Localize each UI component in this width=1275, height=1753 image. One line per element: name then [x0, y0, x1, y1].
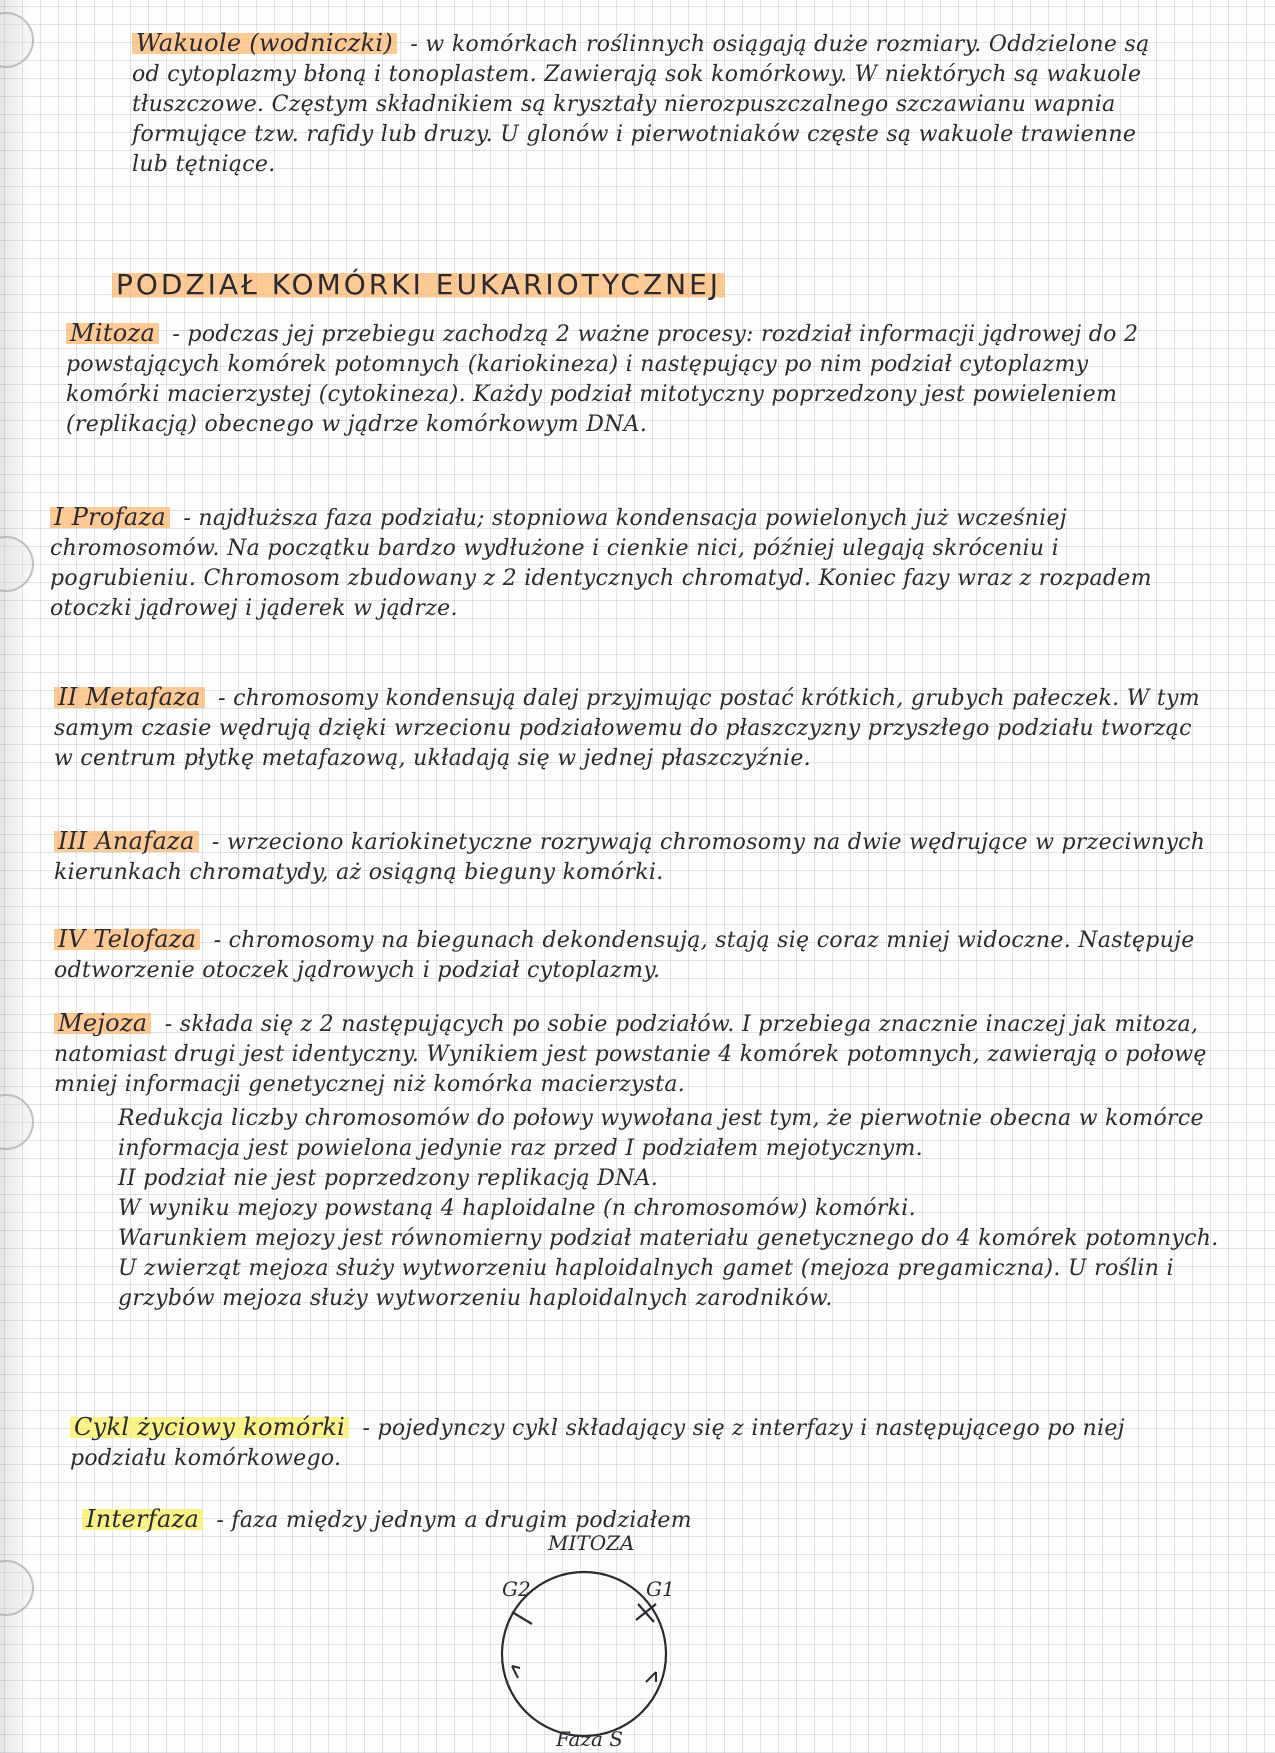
cell-cycle-diagram — [460, 1500, 720, 1753]
term-mejoza: Mejoza — [54, 1009, 151, 1037]
text-metafaza: - chromosomy kondensują dalej przyjmując postać krótkich, grubych pałeczek. W tym samym czasie wędrują dzięki wrzecionu podziałowemu do płaszczyzny przyszłego podziału tworząc w centrum płytkę metafazową, układają się w jednej płaszczyźnie. — [54, 686, 1200, 771]
punch-hole — [0, 536, 34, 592]
cycle-arrow — [512, 1666, 520, 1678]
section-cykl — [70, 1412, 1220, 1474]
page-heading — [112, 268, 725, 301]
section-telofaza — [54, 924, 1234, 986]
mejoza-note: II podział nie jest poprzedzony replikacją DNA. — [118, 1166, 659, 1191]
term-cykl: Cykl życiowy komórki — [70, 1413, 349, 1441]
section-metafaza — [54, 682, 1214, 774]
page-edge-shadow — [0, 0, 28, 1753]
text-profaza: - najdłuższa faza podziału; stopniowa kondensacja powielonych już wcześniej chromosomów. Na początku bardzo wydłużone i cienkie nici, później ulegają skróceniu i pogrubieniu. Chromosom zbudowany z 2 identycznych chromatyd. Koniec fazy wraz z rozpadem otoczki jądrowej i jąderek w jądrze. — [50, 506, 1152, 621]
term-telofaza: IV Telofaza — [54, 925, 200, 953]
text-wakuole: - w komórkach roślinnych osiągają duże rozmiary. Oddzielone są od cytoplazmy błoną i tonoplastem. Zawierają sok komórkowy. W niektórych są wakuole tłuszczowe. Częstym składnikiem są kryształy nierozpuszczalnego szczawianu wapnia formujące tzw. rafidy lub druzy. U glonów i pierwotniaków częste są wakuole trawienne lub tętniące. — [132, 32, 1150, 177]
section-wakuole — [132, 28, 1152, 180]
label-g2: G2 — [502, 1577, 531, 1601]
text-anafaza: - wrzeciono kariokinetyczne rozrywają chromosomy na dwie wędrujące w przeciwnych kierunkach chromatydy, aż osiągną bieguny komórki. — [54, 830, 1206, 885]
text-telofaza: - chromosomy na biegunach dekondensują, stają się coraz mniej widoczne. Następuje odtworzenie otoczek jądrowych i podział cytoplazmy. — [54, 928, 1195, 983]
section-profaza — [50, 502, 1210, 624]
term-anafaza: III Anafaza — [54, 827, 199, 855]
mejoza-note: Redukcja liczby chromosomów do połowy wywołana jest tym, że pierwotnie obecna w komórce informacja jest powielona jedynie raz przed I podziałem mejotycznym. — [118, 1106, 1204, 1161]
heading-text: PODZIAŁ KOMÓRKI EUKARIOTYCZNEJ — [112, 268, 725, 301]
term-profaza: I Profaza — [50, 503, 170, 531]
text-cykl: - pojedynczy cykl składający się z interfazy i następującego po niej podziału komórkowego. — [70, 1416, 1125, 1471]
section-mitoza — [66, 318, 1176, 440]
term-mitoza: Mitoza — [66, 319, 159, 347]
text-mitoza: - podczas jej przebiegu zachodzą 2 ważne procesy: rozdział informacji jądrowej do 2 powstających komórek potomnych (kariokineza) i następujący po nim podział cytoplazmy komórki macierzystej (cytokineza). Każdy podział mitotyczny poprzedzony jest powieleniem (replikacją) obecnego w jądrze komórkowym DNA. — [66, 322, 1139, 437]
term-wakuole: Wakuole (wodniczki) — [132, 29, 397, 57]
mejoza-note: U zwierząt mejoza służy wytworzeniu haploidalnych gamet (mejoza pregamiczna). U roślin i grzybów mejoza służy wytworzeniu haploidalnych zarodników. — [118, 1256, 1174, 1311]
text-mejoza: - składa się z 2 następujących po sobie podziałów. I przebiega znacznie inaczej jak mitoza, natomiast drugi jest identyczny. Wynikiem jest powstanie 4 komórek potomnych, zawierają o połowę mniej informacji genetycznej niż komórka macierzysta. — [54, 1012, 1207, 1097]
label-mitoza: MITOZA — [548, 1531, 635, 1555]
text-interfaza: - faza między jednym a drugim podziałem — [216, 1508, 692, 1533]
cycle-divider — [512, 1612, 532, 1624]
section-anafaza — [54, 826, 1214, 888]
term-interfaza: Interfaza — [82, 1505, 203, 1533]
punch-hole — [0, 12, 34, 68]
punch-hole — [0, 1560, 34, 1616]
cycle-arrow — [646, 1672, 656, 1682]
label-g1: G1 — [646, 1577, 675, 1601]
term-metafaza: II Metafaza — [54, 683, 205, 711]
mejoza-note: Warunkiem mejozy jest równomierny podział materiału genetycznego do 4 komórek potomnych. — [118, 1226, 1219, 1251]
punch-hole — [0, 1094, 34, 1150]
mejoza-note: W wyniku mejozy powstaną 4 haploidalne (n chromosomów) komórki. — [118, 1196, 916, 1221]
section-mejoza — [54, 1008, 1234, 1314]
label-faza-s: Faza S — [556, 1727, 623, 1751]
